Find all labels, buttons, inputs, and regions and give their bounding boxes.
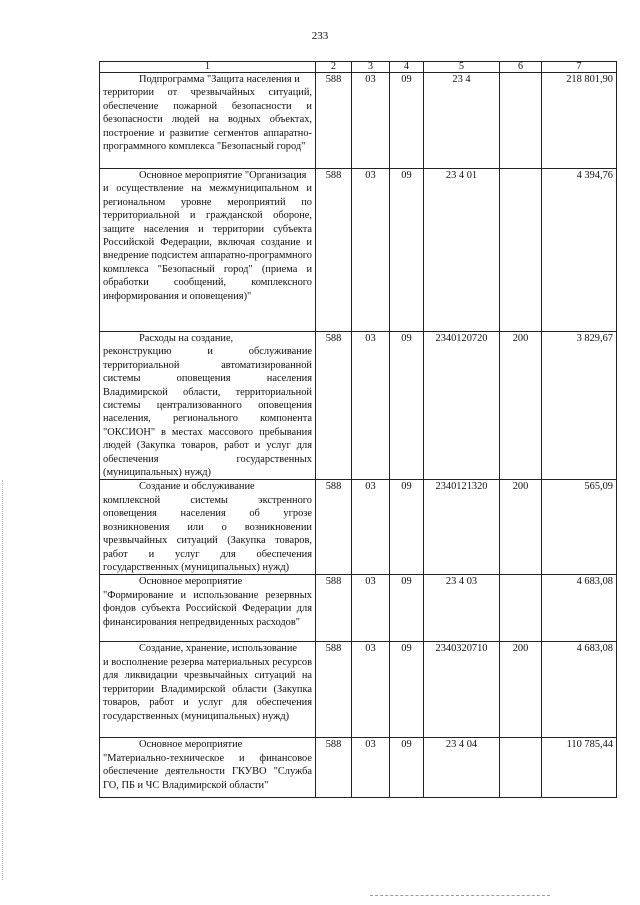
row-name-first: Создание и обслуживание xyxy=(139,481,255,493)
scan-margin-marks xyxy=(2,480,5,880)
cell-target-article: 23 4 01 xyxy=(424,169,500,332)
row-name-cell xyxy=(100,480,316,575)
column-header: 6 xyxy=(500,62,542,73)
row-name-cell xyxy=(100,332,316,480)
cell-target-article: 23 4 03 xyxy=(424,575,500,642)
table-row xyxy=(100,169,617,332)
cell-expense-type xyxy=(500,738,542,798)
cell-expense-type xyxy=(500,169,542,332)
row-name-first: Основное мероприятие xyxy=(139,576,243,588)
cell-expense-type: 200 xyxy=(500,480,542,575)
cell-section: 03 xyxy=(352,480,390,575)
column-header: 7 xyxy=(542,62,617,73)
cell-ministry: 588 xyxy=(316,480,352,575)
cell-ministry: 588 xyxy=(316,738,352,798)
row-name-rest: "Формирование и использование резервных фондов субъекта Российской Федерации для финансирования непредвиденных расходов" xyxy=(103,589,312,628)
cell-amount: 565,09 xyxy=(542,480,617,575)
row-name-rest: и осуществление на межмуниципальном и региональном уровне мероприятий по территориальной и гражданской обороне, защите населения и территории субъекта Российской Федерации, включая создание и внедрение подсистем аппаратно-программного комплекса "Безопасный город" (приема и обработки сообщений, комплексного информирования и оповещения)" xyxy=(103,183,312,302)
cell-target-article: 23 4 xyxy=(424,73,500,169)
row-name-rest: и восполнение резерва материальных ресурсов для ликвидации чрезвычайных ситуаций на территории Владимирской области (Закупка товаров, работ и услуг для обеспечения государственных (муниципальных) нужд) xyxy=(103,656,312,722)
cell-ministry: 588 xyxy=(316,575,352,642)
cell-amount: 218 801,90 xyxy=(542,73,617,169)
scan-bottom-marks xyxy=(370,895,550,898)
table-row xyxy=(100,480,617,575)
table-row xyxy=(100,738,617,798)
cell-expense-type: 200 xyxy=(500,332,542,480)
header-row xyxy=(100,62,617,73)
cell-ministry: 588 xyxy=(316,169,352,332)
table-row xyxy=(100,332,617,480)
cell-expense-type xyxy=(500,73,542,169)
cell-amount: 4 683,08 xyxy=(542,575,617,642)
table-row xyxy=(100,642,617,738)
row-name-rest: комплексной системы экстренного оповещения населения об угрозе возникновения или о возникновении чрезвычайных ситуаций (Закупка товаров, работ и услуг для обеспечения государственных (муниципальных) нужд) xyxy=(103,494,312,573)
column-header: 3 xyxy=(352,62,390,73)
cell-amount: 110 785,44 xyxy=(542,738,617,798)
column-header: 4 xyxy=(390,62,424,73)
cell-ministry: 588 xyxy=(316,642,352,738)
cell-target-article: 2340121320 xyxy=(424,480,500,575)
cell-amount: 4 394,76 xyxy=(542,169,617,332)
row-name-cell xyxy=(100,738,316,798)
cell-expense-type xyxy=(500,575,542,642)
cell-amount: 4 683,08 xyxy=(542,642,617,738)
row-name-first: Создание, хранение, использование xyxy=(139,643,298,655)
cell-target-article: 2340120720 xyxy=(424,332,500,480)
table-row xyxy=(100,575,617,642)
cell-section: 03 xyxy=(352,738,390,798)
cell-ministry: 588 xyxy=(316,73,352,169)
column-header: 5 xyxy=(424,62,500,73)
table-row xyxy=(100,73,617,169)
row-name-cell xyxy=(100,575,316,642)
cell-subsection: 09 xyxy=(390,332,424,480)
row-name-first: Расходы на создание, xyxy=(139,333,234,344)
row-name-first: Основное мероприятие xyxy=(139,739,243,751)
cell-target-article: 23 4 04 xyxy=(424,738,500,798)
cell-subsection: 09 xyxy=(390,738,424,798)
cell-section: 03 xyxy=(352,73,390,169)
row-name-rest: реконструкцию и обслуживание территориальной автоматизированной системы оповещения населения Владимирской области, территориальной системы централизованного оповещения населения, регионального компонента "ОКСИОН" в местах массового пребывания людей (Закупка товаров, работ и услуг для обеспечения государственных (муниципальных) нужд) xyxy=(103,346,312,479)
cell-target-article: 2340320710 xyxy=(424,642,500,738)
cell-section: 03 xyxy=(352,642,390,738)
cell-subsection: 09 xyxy=(390,480,424,575)
column-header: 1 xyxy=(100,62,316,73)
cell-amount: 3 829,67 xyxy=(542,332,617,480)
row-name-rest: "Материально-техническое и финансовое обеспечение деятельности ГКУВО "Служба ГО, ПБ и ЧС Владимирской области" xyxy=(103,752,312,791)
row-name-cell xyxy=(100,73,316,169)
cell-subsection: 09 xyxy=(390,642,424,738)
budget-table xyxy=(99,61,617,798)
cell-section: 03 xyxy=(352,575,390,642)
cell-ministry: 588 xyxy=(316,332,352,480)
row-name-first: Основное мероприятие "Организация xyxy=(139,170,307,181)
row-name-cell xyxy=(100,169,316,332)
cell-section: 03 xyxy=(352,332,390,480)
row-name-rest: территории от чрезвычайных ситуаций, обеспечение пожарной безопасности и безопасности людей на водных объектах, построение и развитие сегментов аппаратно-программного комплекса "Безопасный город" xyxy=(103,87,312,153)
column-header: 2 xyxy=(316,62,352,73)
page-number: 233 xyxy=(311,30,329,42)
cell-subsection: 09 xyxy=(390,73,424,169)
cell-subsection: 09 xyxy=(390,575,424,642)
row-name-cell xyxy=(100,642,316,738)
row-name-first: Подпрограмма "Защита населения и xyxy=(139,74,300,85)
cell-subsection: 09 xyxy=(390,169,424,332)
cell-section: 03 xyxy=(352,169,390,332)
cell-expense-type: 200 xyxy=(500,642,542,738)
